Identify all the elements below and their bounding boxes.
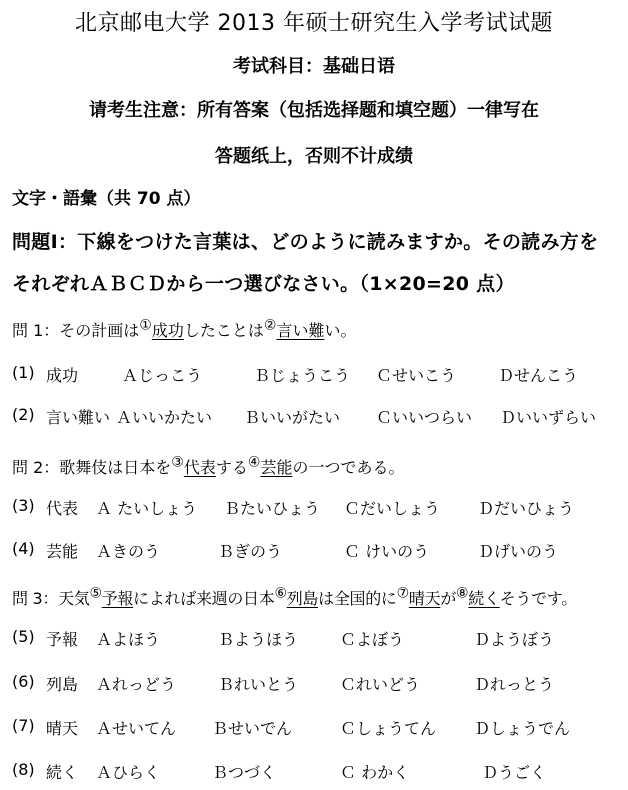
option-b: Ｂつづく — [212, 763, 277, 782]
q2-mark-4: ④ — [247, 454, 261, 471]
option-d: Ｄしょうでん — [474, 719, 571, 738]
q3-underlined-4: 続く — [468, 589, 500, 608]
option-d: Ｄれっとう — [474, 675, 555, 694]
q3-mark-7: ⑦ — [396, 585, 409, 602]
q1-mid-1: したことは — [183, 321, 264, 340]
option-c: Ｃせいこう — [376, 366, 457, 385]
option-b: Ｂれいとう — [218, 675, 299, 694]
q2-prefix: 問 2：歌舞伎は日本を — [12, 458, 172, 477]
item-number: (2) — [12, 405, 35, 424]
q3-underlined-3: 晴天 — [408, 589, 441, 608]
q3-prefix: 問 3：天気 — [12, 589, 90, 608]
option-d: Ｄせんこう — [498, 366, 579, 385]
q3-underlined-2: 列島 — [286, 589, 319, 608]
exam-subject: 考试科目：基础日语 — [233, 56, 395, 77]
option-b: Ｂじょうこう — [254, 366, 351, 385]
q2-mid-1: する — [215, 458, 248, 477]
option-a: Ａれっどう — [96, 675, 177, 694]
option-b: Ｂたいひょう — [224, 499, 321, 518]
option-a: Ａじっこう — [122, 366, 203, 385]
option-c: Ｃ わかく — [340, 763, 410, 782]
q2-mark-3: ③ — [171, 454, 184, 471]
item-number: (4) — [12, 539, 35, 558]
option-d: Ｄいいずらい — [500, 408, 597, 427]
q1-prefix: 問 1：その計画は — [12, 321, 140, 340]
option-b: Ｂせいでん — [212, 719, 293, 738]
q1-underlined-2: 言い難 — [276, 321, 325, 340]
item-number: (3) — [12, 496, 35, 515]
item-word: 晴天 — [46, 719, 79, 738]
option-a: Ａせいてん — [96, 719, 177, 738]
option-d: Ｄようぼう — [474, 630, 555, 649]
section-heading: 文字・語彙（共 70 点） — [12, 189, 201, 209]
q3-mark-5: ⑤ — [89, 585, 102, 602]
item-number: (7) — [12, 716, 35, 735]
option-c: Ｃだいしょう — [344, 499, 441, 518]
item-number: (8) — [12, 760, 35, 779]
option-b: Ｂようほう — [218, 630, 299, 649]
q3-mid-3: が — [440, 589, 457, 608]
exam-title: 北京邮电大学 2013 年硕士研究生入学考试试题 — [75, 11, 553, 36]
option-c: Ｃれいどう — [340, 675, 421, 694]
q2-underlined-2: 芸能 — [260, 458, 293, 477]
option-a: Ａよほう — [96, 630, 161, 649]
item-word: 続く — [46, 763, 79, 782]
option-d: Ｄうごく — [482, 763, 547, 782]
q3-underlined-1: 予報 — [101, 589, 134, 608]
option-a: Ａひらく — [96, 763, 161, 782]
option-a: Ａきのう — [96, 542, 161, 561]
q1-end: い。 — [324, 321, 357, 340]
question-2-sentence — [12, 455, 404, 478]
q2-end: の一つである。 — [292, 458, 405, 477]
q1-mark-2: ② — [263, 317, 277, 334]
notice-line-1: 请考生注意：所有答案（包括选择题和填空题）一律写在 — [89, 100, 539, 121]
option-c: Ｃしょうてん — [340, 719, 437, 738]
q1-mark-1: ① — [139, 317, 152, 334]
option-a: Ａいいかたい — [116, 408, 213, 427]
question-3-sentence — [12, 586, 577, 609]
item-word: 予報 — [46, 630, 79, 649]
question-1-sentence — [12, 318, 356, 341]
option-c: Ｃよぼう — [340, 630, 405, 649]
q3-mark-6: ⑥ — [274, 585, 287, 602]
q1-underlined-1: 成功 — [151, 321, 184, 340]
item-word: 言い難い — [46, 408, 111, 427]
q3-mark-8: ⑧ — [456, 585, 469, 602]
item-number: (6) — [12, 672, 35, 691]
q2-underlined-1: 代表 — [183, 458, 216, 477]
option-d: Ｄだいひょう — [478, 499, 575, 518]
q3-end: そうです。 — [499, 589, 577, 608]
instruction-line-2: それぞれＡＢＣＤから一つ選びなさい。（1×20=20 点） — [12, 273, 515, 295]
item-word: 成功 — [46, 366, 79, 385]
option-d: Ｄげいのう — [478, 542, 559, 561]
q3-mid-2: は全国的に — [318, 589, 397, 608]
option-b: Ｂぎのう — [218, 542, 283, 561]
item-number: (5) — [12, 627, 35, 646]
option-c: Ｃいいつらい — [376, 408, 473, 427]
option-c: Ｃ けいのう — [344, 542, 430, 561]
option-b: Ｂいいがたい — [244, 408, 341, 427]
q3-mid-1: によれば来週の日本 — [133, 589, 275, 608]
instruction-line-1: 問題Ⅰ：下線をつけた言葉は、どのように読みますか。その読み方を — [12, 231, 599, 253]
item-word: 列島 — [46, 675, 79, 694]
item-number: (1) — [12, 363, 35, 382]
item-word: 代表 — [46, 499, 79, 518]
notice-line-2: 答题纸上，否则不计成绩 — [215, 146, 413, 167]
item-word: 芸能 — [46, 542, 79, 561]
option-a: Ａ たいしょう — [96, 499, 198, 518]
